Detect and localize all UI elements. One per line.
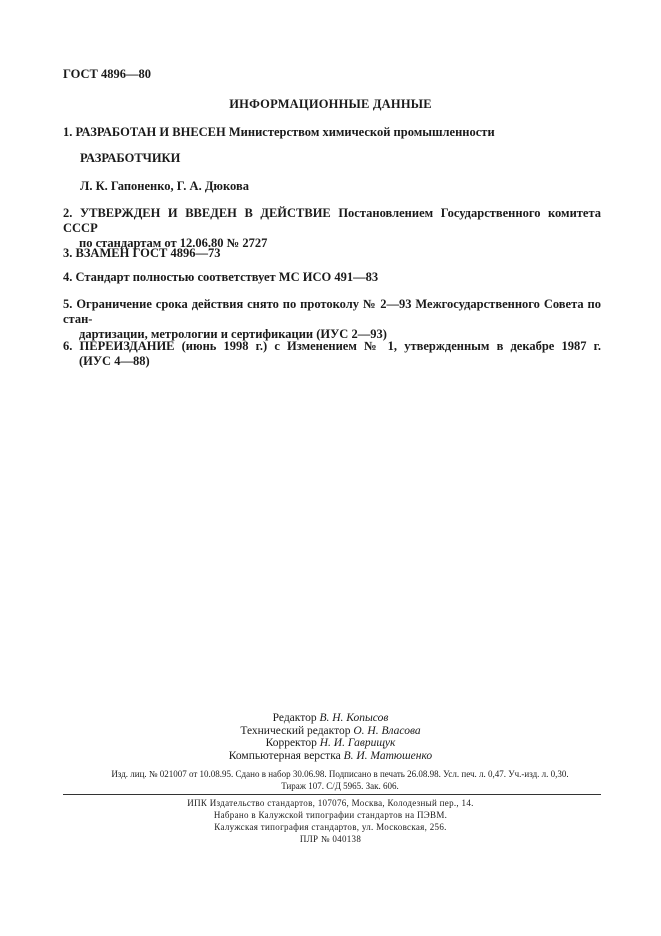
developers-names: Л. К. Гапоненко, Г. А. Дюкова <box>80 179 249 193</box>
credit-tech-editor <box>0 725 661 738</box>
item-text: ВЗАМЕН ГОСТ 4896—73 <box>75 246 221 260</box>
credit-role: Технический редактор <box>240 724 351 737</box>
item-text: Стандарт полностью соответствует МС ИСО 491—83 <box>75 270 379 284</box>
imprint-line-1: ИПК Издательство стандартов, 107076, Москва, Колодезный пер., 14. <box>187 798 474 808</box>
item-text-line2: по стандартам от 12.06.80 № 2727 <box>79 236 268 250</box>
credit-name: О. Н. Власова <box>353 724 421 737</box>
item-text-line1: УТВЕРЖДЕН И ВВЕДЕН В ДЕЙСТВИЕ Постановлением Государственного комитета СССР <box>63 206 602 235</box>
item-text-line2: (ИУС 4—88) <box>79 354 150 368</box>
info-item-6 <box>63 339 601 369</box>
imprint-line-3: Калужская типография стандартов, ул. Московская, 256. <box>214 822 447 832</box>
credit-name: В. Н. Копысов <box>319 712 389 724</box>
info-item-3 <box>63 246 601 261</box>
credit-name: В. И. Матюшенко <box>343 749 433 762</box>
credit-editor <box>0 712 661 725</box>
item-number: 1. <box>63 125 73 139</box>
credit-layout <box>0 750 661 763</box>
divider-line <box>63 794 601 795</box>
imprint-line-2: Набрано в Калужской типографии стандартов на ПЭВМ. <box>213 810 448 820</box>
developers-heading: РАЗРАБОТЧИКИ <box>80 151 181 165</box>
credits-block <box>0 712 661 762</box>
info-item-5 <box>63 297 601 342</box>
credit-corrector <box>0 737 661 750</box>
imprint-block <box>0 797 661 845</box>
info-item-1 <box>63 125 601 140</box>
item-number: 4. <box>63 270 73 284</box>
info-item-2 <box>63 206 601 251</box>
info-item-4 <box>63 270 601 285</box>
document-id: ГОСТ 4896—80 <box>63 67 152 81</box>
publication-line-2: Тираж 107. С/Д 5965. Зак. 606. <box>281 781 399 791</box>
item-number: 5. <box>63 297 73 311</box>
item-number: 2. <box>63 206 73 220</box>
item-text-line2: дартизации, метрологии и сертификации (ИУС 2—93) <box>79 327 387 341</box>
publication-info <box>80 768 600 792</box>
section-title: ИНФОРМАЦИОННЫЕ ДАННЫЕ <box>229 97 432 111</box>
credit-role: Компьютерная верстка <box>228 749 341 762</box>
credit-role: Редактор <box>272 712 317 724</box>
item-number: 3. <box>63 246 73 260</box>
item-text-line1: Ограничение срока действия снято по протоколу № 2—93 Межгосударственного Совета по стан- <box>63 297 602 326</box>
item-text-line1: ПЕРЕИЗДАНИЕ (июнь 1998 г.) с Изменением № 1, утвержденным в декабре 1987 г. <box>79 339 601 353</box>
item-number: 6. <box>63 339 73 353</box>
credit-role: Корректор <box>265 737 317 749</box>
credit-name: Н. И. Гаврищук <box>319 737 396 749</box>
item-text: РАЗРАБОТАН И ВНЕСЕН Министерством химической промышленности <box>75 125 495 139</box>
imprint-line-4: ПЛР № 040138 <box>299 834 362 844</box>
publication-line-1: Изд. лиц. № 021007 от 10.08.95. Сдано в набор 30.06.98. Подписано в печать 26.08.98. Усл. печ. л. 0,47. Уч.-изд. л. 0,30. <box>111 769 569 779</box>
